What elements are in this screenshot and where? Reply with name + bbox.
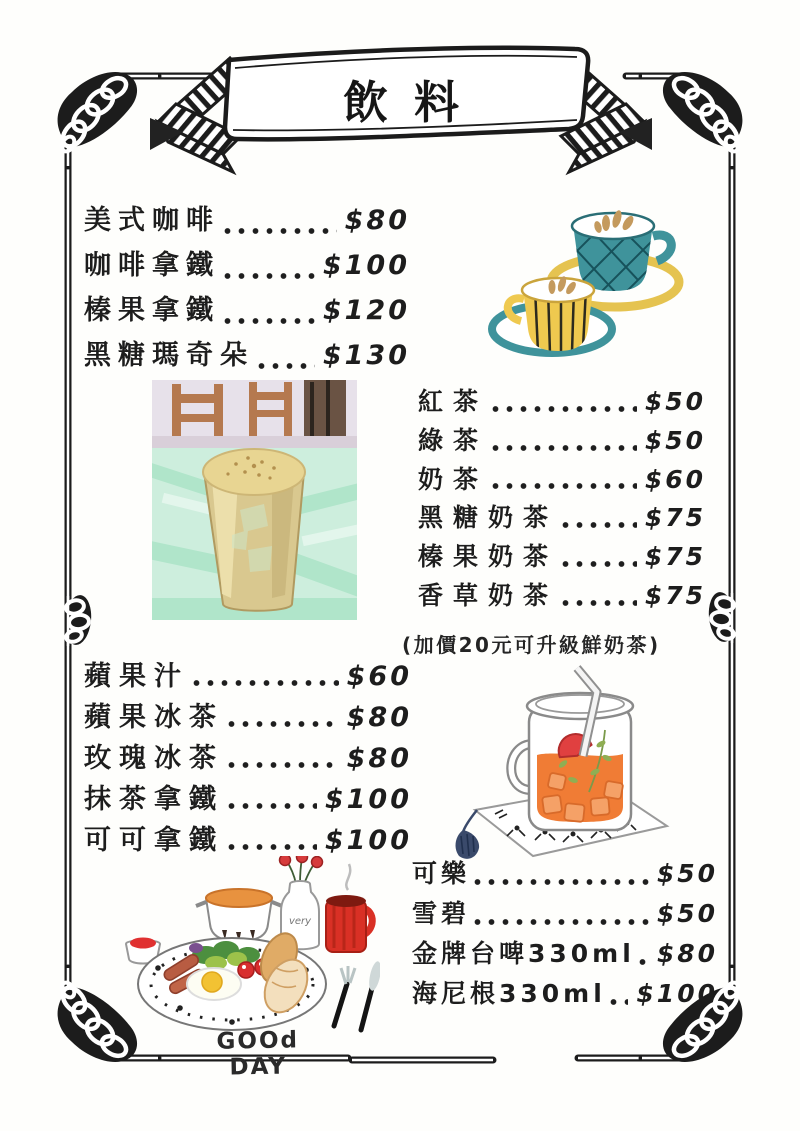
mason-jar-illustration — [455, 660, 685, 865]
dots-leader — [224, 227, 337, 235]
dots-leader — [639, 958, 649, 966]
menu-item — [418, 382, 706, 421]
item-price: $120 — [322, 295, 410, 326]
item-price: $80 — [346, 743, 412, 774]
menu-item — [84, 695, 412, 736]
item-label: 蘋果汁 — [84, 661, 189, 692]
coffee-cups-illustration — [478, 190, 713, 370]
item-label: 黑糖奶茶 — [418, 503, 559, 533]
dots-leader — [224, 317, 315, 325]
menu-item — [412, 894, 718, 934]
item-price: $100 — [324, 784, 412, 815]
menu-item — [84, 777, 412, 818]
item-label: 紅茶 — [418, 387, 489, 416]
upgrade-note: (加價20元可升級鮮奶茶) — [402, 633, 661, 657]
menu-item — [418, 537, 706, 576]
item-price: $100 — [324, 825, 412, 856]
item-price: $50 — [656, 899, 718, 928]
dots-leader — [562, 521, 637, 529]
item-label: 咖啡拿鐵 — [84, 250, 220, 281]
item-label: 綠茶 — [418, 425, 489, 455]
item-price: $50 — [644, 425, 706, 455]
item-price: $100 — [322, 250, 410, 281]
menu-item — [412, 854, 718, 894]
item-price: $80 — [346, 702, 412, 733]
dots-leader — [474, 918, 649, 926]
bottle-label: very — [288, 916, 312, 927]
dots-leader — [610, 998, 629, 1006]
item-label: 雪碧 — [412, 899, 471, 928]
item-price: $75 — [644, 503, 706, 533]
menu-item — [84, 736, 412, 777]
item-price: $130 — [322, 340, 410, 371]
item-price: $60 — [644, 464, 706, 494]
item-label: 蘋果冰茶 — [84, 702, 224, 733]
dots-leader — [492, 405, 637, 413]
item-price: $50 — [656, 859, 718, 888]
dots-leader — [562, 560, 637, 568]
item-label: 海尼根330ml — [412, 979, 606, 1008]
menu-item — [418, 498, 706, 537]
menu-item — [418, 576, 706, 615]
item-price: $60 — [346, 661, 412, 692]
dots-leader — [474, 878, 649, 886]
item-price: $50 — [644, 387, 706, 416]
item-label: 黑糖瑪奇朵 — [84, 340, 254, 371]
dots-leader — [228, 720, 339, 728]
item-label: 榛果奶茶 — [418, 542, 559, 572]
menu-section-tea — [418, 382, 706, 615]
menu-item — [418, 460, 706, 499]
dots-leader — [562, 599, 637, 607]
menu-item — [84, 654, 412, 695]
menu-item — [412, 974, 718, 1014]
item-price: $80 — [344, 205, 410, 236]
item-label: 可樂 — [412, 859, 471, 888]
page-title: 飲料 — [342, 76, 485, 129]
corner-coil-top-left — [58, 72, 158, 166]
menu-section-juice — [84, 654, 412, 859]
menu-item — [84, 243, 410, 288]
item-label: 抹茶拿鐵 — [84, 784, 224, 815]
menu-section-coffee — [84, 198, 410, 378]
dots-leader — [492, 444, 637, 452]
item-price: $100 — [636, 979, 718, 1008]
item-label: 可可拿鐵 — [84, 825, 224, 856]
item-price: $75 — [644, 542, 706, 572]
dots-leader — [224, 272, 315, 280]
menu-item — [84, 333, 410, 378]
item-label: 金牌台啤330ml — [412, 939, 635, 968]
dots-leader — [258, 362, 315, 370]
good-day-caption: GOOd DAY — [216, 1027, 300, 1081]
item-label: 榛果拿鐵 — [84, 295, 220, 326]
menu-item — [84, 818, 412, 859]
dots-leader — [492, 482, 637, 490]
item-label: 美式咖啡 — [84, 205, 220, 236]
dots-leader — [228, 802, 317, 810]
breakfast-illustration — [110, 856, 380, 1036]
item-price: $75 — [644, 580, 706, 610]
dots-leader — [193, 679, 339, 687]
iced-drink-photo — [152, 380, 357, 620]
menu-item — [418, 421, 706, 460]
corner-coil-top-right — [642, 72, 742, 166]
item-label: 奶茶 — [418, 464, 489, 494]
item-price: $80 — [656, 939, 718, 968]
item-label: 香草奶茶 — [418, 580, 559, 610]
menu-item — [412, 934, 718, 974]
item-label: 玫瑰冰茶 — [84, 743, 224, 774]
menu-item — [84, 288, 410, 333]
dots-leader — [228, 843, 317, 851]
menu-section-softdrinks — [412, 854, 718, 1014]
dots-leader — [228, 761, 339, 769]
menu-item — [84, 198, 410, 243]
